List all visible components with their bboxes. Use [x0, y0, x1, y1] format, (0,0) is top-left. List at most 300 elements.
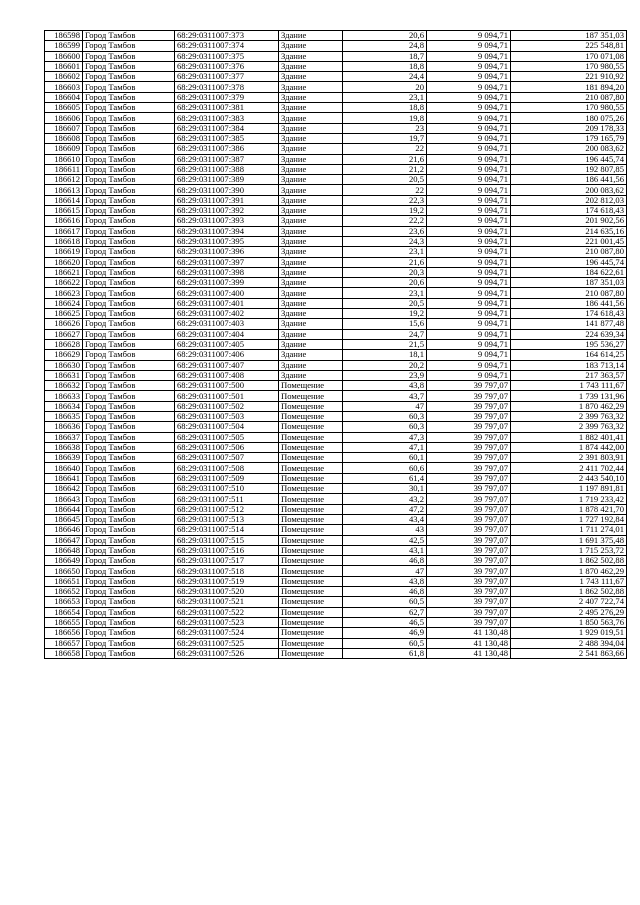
cell-cadastral-value: 217 363,57 [511, 370, 627, 380]
table-row [45, 206, 627, 216]
table-row [45, 453, 627, 463]
cell-row-number: 186627 [45, 329, 83, 339]
cell-locality: Город Тамбов [83, 185, 175, 195]
cell-row-number: 186624 [45, 298, 83, 308]
cell-cadastral-value: 2 495 276,29 [511, 607, 627, 617]
cell-object-type: Здание [279, 72, 343, 82]
table-row [45, 411, 627, 421]
cell-area: 43,4 [343, 514, 427, 524]
table-row [45, 535, 627, 545]
cell-object-type: Здание [279, 267, 343, 277]
cell-cadastral-value: 1 862 502,88 [511, 556, 627, 566]
cell-object-type: Здание [279, 216, 343, 226]
cell-area: 19,7 [343, 133, 427, 143]
cell-row-number: 186629 [45, 350, 83, 360]
cell-cadastral-number: 68:29:0311007:509 [175, 473, 279, 483]
cell-locality: Город Тамбов [83, 463, 175, 473]
cell-cadastral-value: 200 083,62 [511, 144, 627, 154]
cell-specific-value: 9 094,71 [427, 206, 511, 216]
cell-specific-value: 9 094,71 [427, 329, 511, 339]
cell-cadastral-number: 68:29:0311007:500 [175, 381, 279, 391]
cell-specific-value: 41 130,48 [427, 628, 511, 638]
cell-specific-value: 9 094,71 [427, 113, 511, 123]
cell-specific-value: 39 797,07 [427, 463, 511, 473]
cell-cadastral-value: 210 087,80 [511, 92, 627, 102]
table-row [45, 432, 627, 442]
cell-area: 60,3 [343, 422, 427, 432]
table-row [45, 494, 627, 504]
cell-cadastral-number: 68:29:0311007:521 [175, 597, 279, 607]
cell-specific-value: 9 094,71 [427, 82, 511, 92]
cell-locality: Город Тамбов [83, 453, 175, 463]
cell-cadastral-number: 68:29:0311007:507 [175, 453, 279, 463]
cell-area: 61,4 [343, 473, 427, 483]
cell-cadastral-value: 164 614,25 [511, 350, 627, 360]
cell-area: 18,1 [343, 350, 427, 360]
cell-specific-value: 41 130,48 [427, 638, 511, 648]
cell-row-number: 186620 [45, 257, 83, 267]
cell-cadastral-number: 68:29:0311007:391 [175, 195, 279, 205]
cell-cadastral-value: 170 071,08 [511, 51, 627, 61]
cell-cadastral-number: 68:29:0311007:405 [175, 339, 279, 349]
cell-row-number: 186646 [45, 525, 83, 535]
cell-cadastral-value: 2 399 763,32 [511, 422, 627, 432]
cell-specific-value: 39 797,07 [427, 587, 511, 597]
cell-cadastral-value: 1 878 421,70 [511, 504, 627, 514]
cell-specific-value: 9 094,71 [427, 72, 511, 82]
cell-specific-value: 9 094,71 [427, 360, 511, 370]
cell-area: 30,1 [343, 484, 427, 494]
cell-cadastral-value: 186 441,56 [511, 175, 627, 185]
cell-cadastral-number: 68:29:0311007:523 [175, 617, 279, 627]
cell-row-number: 186630 [45, 360, 83, 370]
cell-cadastral-number: 68:29:0311007:516 [175, 545, 279, 555]
cell-cadastral-value: 1 715 253,72 [511, 545, 627, 555]
cell-cadastral-value: 221 910,92 [511, 72, 627, 82]
cell-area: 19,8 [343, 113, 427, 123]
cell-locality: Город Тамбов [83, 473, 175, 483]
cell-specific-value: 39 797,07 [427, 535, 511, 545]
cell-object-type: Здание [279, 41, 343, 51]
cell-area: 47 [343, 401, 427, 411]
cell-object-type: Здание [279, 257, 343, 267]
cell-cadastral-number: 68:29:0311007:502 [175, 401, 279, 411]
cell-area: 15,6 [343, 319, 427, 329]
cell-locality: Город Тамбов [83, 411, 175, 421]
cell-cadastral-number: 68:29:0311007:513 [175, 514, 279, 524]
cell-row-number: 186628 [45, 339, 83, 349]
cell-locality: Город Тамбов [83, 329, 175, 339]
cell-row-number: 186602 [45, 72, 83, 82]
cell-cadastral-value: 210 087,80 [511, 288, 627, 298]
cell-object-type: Здание [279, 51, 343, 61]
cell-specific-value: 9 094,71 [427, 257, 511, 267]
cell-cadastral-value: 2 443 540,10 [511, 473, 627, 483]
table-row [45, 566, 627, 576]
cell-object-type: Помещение [279, 494, 343, 504]
table-row [45, 31, 627, 41]
cell-locality: Город Тамбов [83, 154, 175, 164]
cell-object-type: Помещение [279, 514, 343, 524]
cell-cadastral-number: 68:29:0311007:404 [175, 329, 279, 339]
cell-object-type: Помещение [279, 484, 343, 494]
cell-cadastral-number: 68:29:0311007:398 [175, 267, 279, 277]
table-row [45, 401, 627, 411]
table-row [45, 473, 627, 483]
table-row [45, 185, 627, 195]
cell-specific-value: 41 130,48 [427, 648, 511, 658]
cell-specific-value: 9 094,71 [427, 185, 511, 195]
cell-row-number: 186622 [45, 278, 83, 288]
cell-cadastral-value: 174 618,43 [511, 309, 627, 319]
table-row [45, 257, 627, 267]
cell-object-type: Помещение [279, 432, 343, 442]
cell-locality: Город Тамбов [83, 226, 175, 236]
cell-row-number: 186600 [45, 51, 83, 61]
table-row [45, 648, 627, 658]
cell-cadastral-number: 68:29:0311007:522 [175, 607, 279, 617]
cell-area: 20,3 [343, 267, 427, 277]
cell-locality: Город Тамбов [83, 597, 175, 607]
cell-row-number: 186604 [45, 92, 83, 102]
cell-cadastral-number: 68:29:0311007:512 [175, 504, 279, 514]
cell-locality: Город Тамбов [83, 617, 175, 627]
cell-object-type: Здание [279, 370, 343, 380]
table-row [45, 51, 627, 61]
cell-cadastral-value: 210 087,80 [511, 247, 627, 257]
cell-row-number: 186607 [45, 123, 83, 133]
cell-area: 43 [343, 525, 427, 535]
cell-object-type: Помещение [279, 473, 343, 483]
cell-area: 21,5 [343, 339, 427, 349]
cell-locality: Город Тамбов [83, 92, 175, 102]
cell-cadastral-number: 68:29:0311007:387 [175, 154, 279, 164]
cell-locality: Город Тамбов [83, 607, 175, 617]
cell-row-number: 186649 [45, 556, 83, 566]
cell-specific-value: 39 797,07 [427, 566, 511, 576]
cell-specific-value: 9 094,71 [427, 133, 511, 143]
cell-cadastral-value: 179 165,79 [511, 133, 627, 143]
cell-locality: Город Тамбов [83, 257, 175, 267]
cell-row-number: 186598 [45, 31, 83, 41]
cell-cadastral-number: 68:29:0311007:386 [175, 144, 279, 154]
cell-area: 47,3 [343, 432, 427, 442]
cell-cadastral-number: 68:29:0311007:514 [175, 525, 279, 535]
table-row [45, 597, 627, 607]
cell-row-number: 186635 [45, 411, 83, 421]
table-row [45, 607, 627, 617]
cell-cadastral-number: 68:29:0311007:511 [175, 494, 279, 504]
cell-locality: Город Тамбов [83, 576, 175, 586]
cell-row-number: 186640 [45, 463, 83, 473]
cell-cadastral-number: 68:29:0311007:377 [175, 72, 279, 82]
cell-object-type: Здание [279, 82, 343, 92]
cell-row-number: 186610 [45, 154, 83, 164]
cell-area: 23 [343, 123, 427, 133]
cell-locality: Город Тамбов [83, 370, 175, 380]
cell-area: 60,5 [343, 597, 427, 607]
cell-specific-value: 9 094,71 [427, 216, 511, 226]
cell-area: 18,8 [343, 103, 427, 113]
cell-area: 43,7 [343, 391, 427, 401]
cell-locality: Город Тамбов [83, 504, 175, 514]
cell-object-type: Помещение [279, 525, 343, 535]
cell-cadastral-number: 68:29:0311007:515 [175, 535, 279, 545]
cell-area: 46,8 [343, 556, 427, 566]
cell-locality: Город Тамбов [83, 648, 175, 658]
cell-row-number: 186634 [45, 401, 83, 411]
cell-locality: Город Тамбов [83, 360, 175, 370]
cell-specific-value: 9 094,71 [427, 370, 511, 380]
table-row [45, 484, 627, 494]
cell-cadastral-number: 68:29:0311007:408 [175, 370, 279, 380]
cell-locality: Город Тамбов [83, 103, 175, 113]
cell-area: 46,5 [343, 617, 427, 627]
cell-cadastral-number: 68:29:0311007:376 [175, 61, 279, 71]
cell-locality: Город Тамбов [83, 401, 175, 411]
cell-row-number: 186655 [45, 617, 83, 627]
cell-cadastral-number: 68:29:0311007:392 [175, 206, 279, 216]
cell-cadastral-number: 68:29:0311007:375 [175, 51, 279, 61]
cell-row-number: 186618 [45, 236, 83, 246]
cell-specific-value: 9 094,71 [427, 92, 511, 102]
cell-area: 22 [343, 185, 427, 195]
cell-object-type: Здание [279, 339, 343, 349]
table-row [45, 329, 627, 339]
cell-specific-value: 9 094,71 [427, 103, 511, 113]
cell-specific-value: 39 797,07 [427, 607, 511, 617]
table-row [45, 391, 627, 401]
cell-object-type: Помещение [279, 556, 343, 566]
cell-specific-value: 9 094,71 [427, 123, 511, 133]
cell-specific-value: 9 094,71 [427, 288, 511, 298]
table-row [45, 113, 627, 123]
cell-specific-value: 9 094,71 [427, 247, 511, 257]
cell-area: 47,2 [343, 504, 427, 514]
cell-row-number: 186645 [45, 514, 83, 524]
cell-cadastral-number: 68:29:0311007:395 [175, 236, 279, 246]
cell-cadastral-number: 68:29:0311007:401 [175, 298, 279, 308]
cell-row-number: 186632 [45, 381, 83, 391]
cell-cadastral-value: 141 877,48 [511, 319, 627, 329]
cell-object-type: Здание [279, 133, 343, 143]
cell-row-number: 186638 [45, 442, 83, 452]
cell-row-number: 186647 [45, 535, 83, 545]
cell-row-number: 186637 [45, 432, 83, 442]
cell-locality: Город Тамбов [83, 31, 175, 41]
cell-cadastral-number: 68:29:0311007:526 [175, 648, 279, 658]
table-row [45, 72, 627, 82]
cell-object-type: Здание [279, 113, 343, 123]
cell-area: 24,8 [343, 41, 427, 51]
cell-object-type: Помещение [279, 442, 343, 452]
cell-cadastral-value: 196 445,74 [511, 154, 627, 164]
table-row [45, 350, 627, 360]
cell-area: 23,1 [343, 288, 427, 298]
cell-area: 21,6 [343, 154, 427, 164]
cell-row-number: 186623 [45, 288, 83, 298]
cell-cadastral-number: 68:29:0311007:374 [175, 41, 279, 51]
cell-specific-value: 9 094,71 [427, 154, 511, 164]
cell-area: 20,5 [343, 175, 427, 185]
cell-locality: Город Тамбов [83, 381, 175, 391]
cell-row-number: 186648 [45, 545, 83, 555]
cell-specific-value: 39 797,07 [427, 422, 511, 432]
cell-area: 21,2 [343, 164, 427, 174]
cell-locality: Город Тамбов [83, 123, 175, 133]
cell-cadastral-number: 68:29:0311007:506 [175, 442, 279, 452]
table-row [45, 339, 627, 349]
cell-cadastral-number: 68:29:0311007:520 [175, 587, 279, 597]
cell-specific-value: 9 094,71 [427, 61, 511, 71]
cell-object-type: Здание [279, 195, 343, 205]
cell-object-type: Здание [279, 164, 343, 174]
cell-specific-value: 9 094,71 [427, 350, 511, 360]
cell-specific-value: 9 094,71 [427, 195, 511, 205]
cell-locality: Город Тамбов [83, 41, 175, 51]
cell-row-number: 186653 [45, 597, 83, 607]
cell-locality: Город Тамбов [83, 484, 175, 494]
cell-row-number: 186605 [45, 103, 83, 113]
table-row [45, 504, 627, 514]
cell-specific-value: 39 797,07 [427, 391, 511, 401]
cell-object-type: Здание [279, 175, 343, 185]
cell-locality: Город Тамбов [83, 195, 175, 205]
cell-row-number: 186609 [45, 144, 83, 154]
cell-object-type: Помещение [279, 391, 343, 401]
table-row [45, 103, 627, 113]
cell-object-type: Здание [279, 123, 343, 133]
cell-cadastral-value: 170 980,55 [511, 61, 627, 71]
cell-area: 19,2 [343, 309, 427, 319]
cell-specific-value: 39 797,07 [427, 432, 511, 442]
cell-row-number: 186654 [45, 607, 83, 617]
cell-cadastral-value: 2 411 702,44 [511, 463, 627, 473]
cell-object-type: Здание [279, 350, 343, 360]
cell-area: 23,1 [343, 247, 427, 257]
table-row [45, 638, 627, 648]
cell-cadastral-number: 68:29:0311007:519 [175, 576, 279, 586]
cell-cadastral-number: 68:29:0311007:390 [175, 185, 279, 195]
cell-specific-value: 39 797,07 [427, 473, 511, 483]
table-row [45, 226, 627, 236]
cell-locality: Город Тамбов [83, 514, 175, 524]
table-row [45, 309, 627, 319]
cell-object-type: Помещение [279, 381, 343, 391]
cell-area: 60,3 [343, 411, 427, 421]
table-row [45, 267, 627, 277]
cell-cadastral-number: 68:29:0311007:508 [175, 463, 279, 473]
cell-object-type: Помещение [279, 617, 343, 627]
cell-cadastral-value: 221 001,45 [511, 236, 627, 246]
cell-row-number: 186614 [45, 195, 83, 205]
table-row [45, 82, 627, 92]
cell-specific-value: 9 094,71 [427, 226, 511, 236]
cell-row-number: 186652 [45, 587, 83, 597]
cell-area: 60,1 [343, 453, 427, 463]
cell-cadastral-value: 202 812,03 [511, 195, 627, 205]
cell-cadastral-value: 195 536,27 [511, 339, 627, 349]
cell-cadastral-value: 1 870 462,29 [511, 401, 627, 411]
table-row [45, 360, 627, 370]
cell-specific-value: 9 094,71 [427, 278, 511, 288]
table-row [45, 545, 627, 555]
cell-object-type: Помещение [279, 638, 343, 648]
cell-locality: Город Тамбов [83, 247, 175, 257]
cell-locality: Город Тамбов [83, 267, 175, 277]
cell-object-type: Здание [279, 236, 343, 246]
table-row [45, 92, 627, 102]
cell-locality: Город Тамбов [83, 309, 175, 319]
cell-cadastral-value: 209 178,33 [511, 123, 627, 133]
cell-area: 46,8 [343, 587, 427, 597]
cell-locality: Город Тамбов [83, 72, 175, 82]
table-row [45, 144, 627, 154]
cell-specific-value: 39 797,07 [427, 494, 511, 504]
cell-locality: Город Тамбов [83, 339, 175, 349]
cell-object-type: Помещение [279, 566, 343, 576]
cell-locality: Город Тамбов [83, 164, 175, 174]
cell-locality: Город Тамбов [83, 535, 175, 545]
cell-cadastral-value: 181 894,20 [511, 82, 627, 92]
cell-cadastral-value: 2 541 863,66 [511, 648, 627, 658]
cell-cadastral-value: 183 713,14 [511, 360, 627, 370]
table-row [45, 556, 627, 566]
cell-row-number: 186639 [45, 453, 83, 463]
cell-object-type: Здание [279, 61, 343, 71]
cell-cadastral-number: 68:29:0311007:383 [175, 113, 279, 123]
table-row [45, 442, 627, 452]
cell-cadastral-number: 68:29:0311007:407 [175, 360, 279, 370]
cell-row-number: 186643 [45, 494, 83, 504]
cell-area: 20,5 [343, 298, 427, 308]
cell-area: 42,5 [343, 535, 427, 545]
cell-area: 20 [343, 82, 427, 92]
table-row [45, 278, 627, 288]
cell-locality: Город Тамбов [83, 175, 175, 185]
cell-row-number: 186656 [45, 628, 83, 638]
cell-object-type: Помещение [279, 453, 343, 463]
cell-cadastral-number: 68:29:0311007:399 [175, 278, 279, 288]
cell-cadastral-number: 68:29:0311007:524 [175, 628, 279, 638]
cell-area: 21,6 [343, 257, 427, 267]
cell-cadastral-value: 2 407 722,74 [511, 597, 627, 607]
cell-cadastral-number: 68:29:0311007:504 [175, 422, 279, 432]
table-row [45, 514, 627, 524]
cell-cadastral-number: 68:29:0311007:501 [175, 391, 279, 401]
cell-locality: Город Тамбов [83, 278, 175, 288]
table-row [45, 247, 627, 257]
cell-object-type: Помещение [279, 576, 343, 586]
cell-object-type: Помещение [279, 628, 343, 638]
table-row [45, 133, 627, 143]
cell-locality: Город Тамбов [83, 51, 175, 61]
cell-cadastral-value: 1 882 401,41 [511, 432, 627, 442]
cell-locality: Город Тамбов [83, 494, 175, 504]
cell-object-type: Помещение [279, 535, 343, 545]
cell-area: 24,7 [343, 329, 427, 339]
cell-cadastral-value: 180 075,26 [511, 113, 627, 123]
cell-area: 61,8 [343, 648, 427, 658]
cell-row-number: 186612 [45, 175, 83, 185]
cell-cadastral-number: 68:29:0311007:393 [175, 216, 279, 226]
cell-cadastral-number: 68:29:0311007:388 [175, 164, 279, 174]
cell-area: 20,2 [343, 360, 427, 370]
cell-cadastral-value: 1 711 274,01 [511, 525, 627, 535]
table-row [45, 288, 627, 298]
cell-object-type: Помещение [279, 504, 343, 514]
cell-specific-value: 39 797,07 [427, 514, 511, 524]
